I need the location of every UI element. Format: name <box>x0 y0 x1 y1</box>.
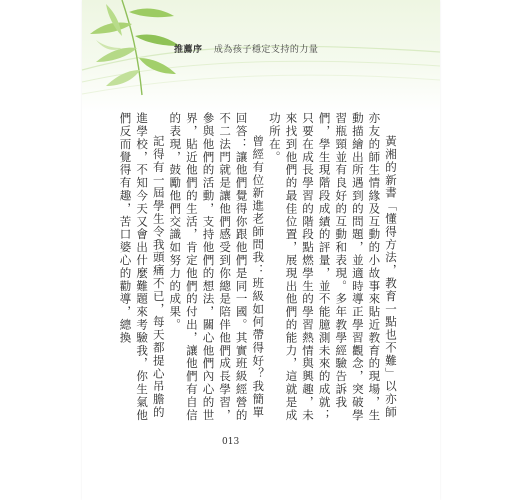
book-page <box>82 0 440 500</box>
page-number: 013 <box>222 437 240 447</box>
section-subtitle: 成為孩子穩定支持的力量 <box>213 45 319 55</box>
paragraph: 曾經有位新進老師問我：班級如何帶得好？我簡單回答：讓他們覺得你跟他們是同一國。其實班級經營的不二法門就是讓他們感受到你總是陪伴他們成長學習，參與他們的活動，支持他們的想法，關心他們內心的世界，貼近他們的生活，肯定他們的付出，讓他們有自信的表現，鼓勵他們交識如努力的成果。 <box>168 112 266 422</box>
section-label: 推薦序 <box>174 45 203 55</box>
paragraph: 黃湘的新書「懂得方法，教育一點也不難」以亦師亦友的師生情緣及互動的小故事來貼近教育的現場，生動描繪出所遇到的問題，並適時導正學習觀念，突破學習瓶頸並有良好的互動和表現。多年教學經驗告訴我們，學生現階段成績的評量，並不能臆測未來的成就；只要在成長學習的階段點燃學生的學習熱情與興趣，未來找到他們的最佳位置，展現出他們的能力，這就是成功所在。 <box>267 112 398 422</box>
section-header <box>174 42 318 55</box>
paragraph: 記得有一屆學生令我頭痛不已，每天都提心吊膽的進學校，不知今天又會出什麼難題來考驗我，你生氣他們反而覺得有趣，苦口婆心的勸導，總換 <box>118 112 166 422</box>
vertical-body-text <box>118 112 399 422</box>
